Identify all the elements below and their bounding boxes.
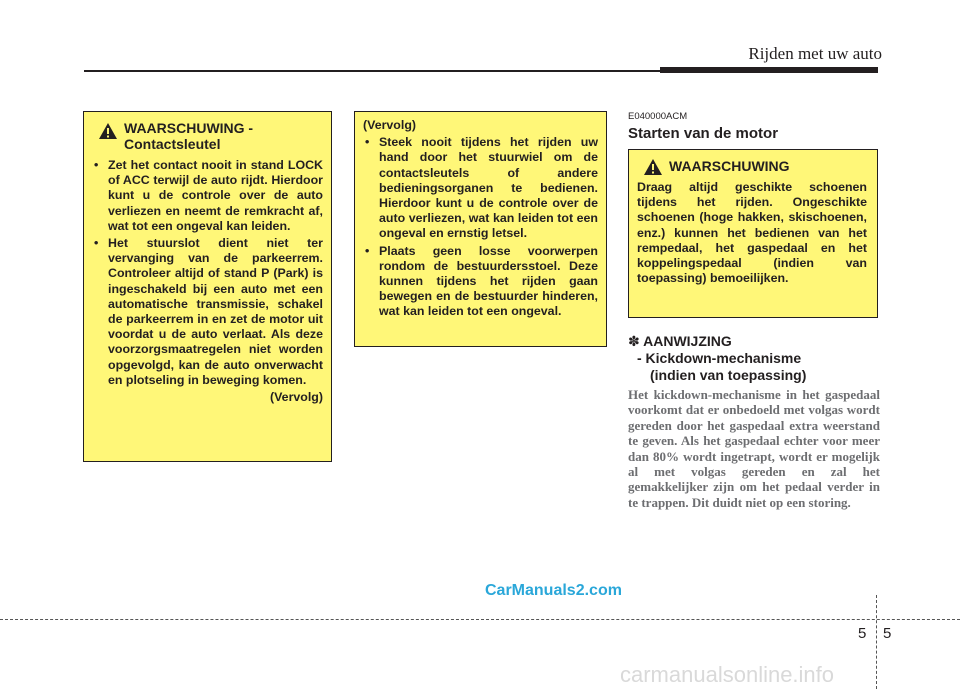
bullet-item: • Steek nooit tijdens het rijden uw hand door het stuurwiel om de contactsleutels of andere bedieningsorganen te bedienen. Hierdoor kunt u de controle over de auto verliezen, wat kan leiden tot een ongeval en ernstig letsel. <box>363 135 598 241</box>
section-code: E040000ACM <box>628 111 688 122</box>
continued-label: (Vervolg) <box>363 118 417 132</box>
warning-subtitle: Contactsleutel <box>124 136 221 152</box>
header-rule-accent <box>660 67 878 73</box>
section-title: Starten van de motor <box>628 125 779 142</box>
warning-header <box>643 158 867 176</box>
note-body: Het kickdown-mechanisme in het gaspedaal voorkomt dat er onbedoeld met volgas wordt gereden door het gaspedaal extra weerstand te geven. Als het gaspedaal echter voor meer dan 80% wordt ingetrapt, wordt er mogelijk al met volgas gereden en zal het gemakkelijker zijn om het pedaal verder in te trappen. Dit duidt niet op een storing. <box>628 387 880 510</box>
warning-box-continued <box>354 111 607 347</box>
page-number: 5 <box>883 625 892 642</box>
bullet-item: • Plaats geen losse voorwerpen rondom de bestuurdersstoel. Deze kunnen tijdens het rijden gaan bewegen en de bestuurder hinderen, wat kan leiden tot een ongeval. <box>363 244 598 320</box>
page-chapter-number: 5 <box>858 625 867 642</box>
warning-box-contact-key <box>83 111 332 462</box>
warning-body: Draag altijd geschikte schoenen tijdens het rijden. Ongeschikte schoenen (hoge hakken, skischoenen, enz.) kunnen het bedienen van het rempedaal, het gaspedaal en het koppelingspedaal (indien van toepassing) bemoeilijken. <box>637 180 867 286</box>
asterisk-icon: ✽ <box>628 333 640 349</box>
note-subtitle-qualifier: (indien van toepassing) <box>650 367 807 383</box>
footer-dashed-divider <box>876 595 877 689</box>
note-label: AANWIJZING <box>643 333 732 349</box>
warning-triangle-icon <box>643 158 663 176</box>
bullet-item: • Zet het contact nooit in stand LOCK of ACC terwijl de auto rijdt. Hierdoor kunt u de controle over de auto verliezen en neemt de remkracht af, wat tot een ongeval kan leiden. <box>92 158 323 234</box>
bullet-item: • Het stuurslot dient niet ter vervanging van de parkeerrem. Controleer altijd of stand P (Park) is ingeschakeld bij een auto met een automatische transmissie, schakel de parkeerrem in en zet de motor uit voordat u de auto verlaat. Als deze voorzorgsmaatregelen niet worden opgevolgd, kan de auto onverwacht en plotseling in beweging komen. <box>92 236 323 388</box>
warning-triangle-icon <box>98 122 118 140</box>
watermark-link[interactable]: CarManuals2.com <box>485 582 622 599</box>
footer-site-watermark: carmanualsonline.info <box>620 662 835 687</box>
footer-dashed-rule <box>0 619 960 620</box>
warning-title: WAARSCHUWING - <box>124 120 254 136</box>
note-header <box>628 333 880 350</box>
warning-header <box>98 120 323 152</box>
note-subtitle: - Kickdown-mechanisme <box>637 350 802 366</box>
chapter-title: Rijden met uw auto <box>748 44 882 63</box>
header-rule <box>84 70 664 72</box>
continued-label: (Vervolg) <box>269 390 323 405</box>
note-kickdown <box>628 333 880 510</box>
warning-box-shoes <box>628 149 878 318</box>
warning-title: WAARSCHUWING <box>669 158 790 174</box>
